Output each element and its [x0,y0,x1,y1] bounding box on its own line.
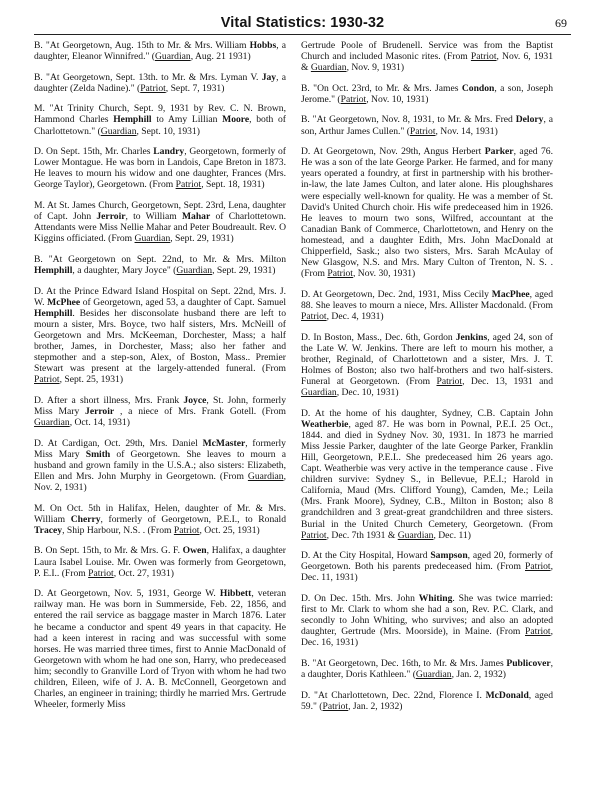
record-entry [34,438,286,493]
surname: Weatherbie [301,418,349,430]
entry-text: M. On Oct. 5th in Halifax, Helen, daughter of Mr. & Mrs. William [34,502,286,525]
surname: Hibbett [219,588,252,600]
record-entry [301,146,553,279]
entry-text: D. In Boston, Mass., Dec. 6th, Gordon [301,331,456,343]
entry-text: . She was twice married: first to Mr. Clark to whom she had a son, Rev. P.C. Clark, and secondly to John Whiting, who survives; and also an adopted daughter, Gertrude (Mrs. Moorside), in Maine. (From [301,593,553,638]
record-entry [34,395,286,428]
record-entry [301,40,553,73]
source-name: Patriot [525,561,551,573]
entry-text: , aged 76. He was a son of the late George Parker. He farmed, and for many years operated a foundry, at first in partnership with his brother-in-law, the late James Culton, and later alone. His ploughshares were especially well-known for quality. He was a member of St. David's United Church choir. His wife predeceased him in 1926. He leaves to mourn two sons, Wilfred, accountant at the Canadian Bank of Commerce, Charlottetown, and Henry on the homestead, and a daughter Edith, Mrs. John MacDonald at Chipperfield, Sask.; also two sisters, Mrs. Sarah McAulay of New Glasgow, N.S. and Mrs. Mary Culton of Trenton, N. S. . (From [301,146,553,280]
entry-text: D. After a short illness, Mrs. Frank [34,394,184,406]
source-name: Guardian [134,233,171,245]
source-name: Guardian [154,51,191,63]
entry-text: of Georgetown, aged 53, a daughter of Capt. Samuel [80,296,286,308]
record-entry [301,550,553,583]
record-entry [34,588,286,710]
entry-text: , Oct. 27, 1931) [113,567,174,579]
surname: Owen [182,545,207,557]
record-entry [34,146,286,190]
entry-text: D. At Cardigan, Oct. 29th, Mrs. Daniel [34,437,203,449]
entry-text: , formerly Miss Mary [34,437,286,460]
source-name: Patriot [88,567,114,579]
surname: Whiting [418,593,453,605]
entry-text: , veteran railway man. He was born in Summerside, Feb. 22, 1856, and entered the rail service as baggage master in March 1876. Later he became a conductor and spent 49 years in that capacity. He had a keen interest in racing and was successful with some horses. He was married three times, first to Annie MacDonald of Georgetown with whom he had one son, Harry, who predeceased him; secondly to Granville Lord of Tryon with whom he had two children, Eileen, wife of J. A. B. McConnell, Georgetown and Charles, an engineer in training; thirdly he married Mrs. Gertrude Wheeler, formerly Miss [34,588,286,711]
source-name: Patriot [301,529,327,541]
entry-text: , Nov. 30, 1931) [352,268,416,280]
entry-text: , aged 87. He was born in Pownal, P.E.I. 25 Oct., 1844. and died in Sydney Nov. 30, 1931. In 1873 he married Miss Jessie Parker, daughter of the late George Parker, Franklin Hill, Georgetown, P.E.I.. She predeceased him 26 years ago. Capt. Weatherbie was very active in the temperance cause . Five children survive: Sydney S., in Bellevue, P.E.I.; Harold in California, Maud (Mrs. Clifford Young), Camden, Me.; Leila (Mrs. Frank Moore), Sydney, C.B., Milton in Boston; also 8 grandchildren and 3 great-great grandchildren and three sisters. Burial in the United Church Cemetery, Georgetown. (From [301,418,553,530]
surname: Landry [153,146,185,158]
entry-text: B. "At Georgetown on Sept. 22nd, to Mr. & Mrs. Milton [34,253,286,265]
entry-text: , a daughter, Doris Kathleen." ( [301,658,553,681]
entry-text: , Dec. 11) [433,529,471,541]
entry-text: , Nov. 10, 1931) [366,93,429,105]
entry-text: , Dec. 7th 1931 & [326,529,398,541]
entry-text: , Dec. 16, 1931) [301,626,553,649]
right-column [301,40,553,721]
entry-text: Gertrude Poole of Brudenell. Service was from the Baptist Church and included Masonic rites. (From [301,40,553,63]
surname: Jay [261,71,277,83]
entry-text: . Besides her disconsolate husband there are left to mourn a sister, Mrs. Boyce, two half sisters, Mrs. McNeill of Georgetown and Mrs. McKeeman, Dorchester, Mass; a half brother, James, in Dorchester, Mass; also her father and stepmother and a step-son, Alex, of Boston, Mass.. Premier Stewart was present at the largely-attended funeral. (From [34,307,286,375]
surname: Hemphill [34,265,73,276]
entry-text: D. "At Charlottetown, Dec. 22nd, Florence I. [301,689,486,701]
surname: Hemphill [113,114,152,126]
source-name: Patriot [301,310,327,322]
record-entry [34,286,286,386]
entry-text: M. At St. James Church, Georgetown, Sept. 23rd, Lena, daughter of Capt. John [34,200,286,223]
surname: Publicover [506,658,551,669]
entry-text: B. "At Georgetown, Dec. 16th, to Mr. & Mrs. James [301,658,507,669]
entry-text: , aged 59." ( [301,689,553,712]
entry-text: , a daughter, Eleanor Winnifred." ( [34,40,286,63]
entry-text: , Georgetown, formerly of Lower Montague. He was born in Landois, Cape Breton in 1873. He leaves to mourn his widow and one daughter, Frances (Mrs. George Taylor), Georgetown. (From [34,146,286,191]
source-name: Guardian [100,125,137,137]
record-entry [34,545,286,578]
record-entry [34,103,286,136]
source-name: Guardian [397,529,434,541]
source-name: Patriot [140,82,166,94]
page-header [34,12,571,35]
entry-text: D. At the Prince Edward Island Hospital on Sept. 22nd, Mrs. J. W. [34,285,286,308]
entry-text: , both of Charlottetown." ( [34,114,286,137]
entry-text: , Halifax, a daughter Laura Isabel Louise. Mr. Owen was formerly from Georgetown, P. E.I.. (From [34,545,286,579]
entry-text: , a son, Joseph Jerome." ( [301,82,553,105]
record-entry [301,690,553,712]
entry-text: , aged 24, son of the Late W. W. Jenkins. There are left to mourn his mother, a brother, Reginald, of Charlottetown and a sister, Mrs. J. T. Holmes of Boston; also two half-brothers and two half-sisters. Funeral at Georgetown. (From [301,331,553,387]
surname: Hobbs [249,40,277,51]
entry-text: , Dec. 13, 1931 and [462,375,553,387]
entry-text: , Dec. 10, 1931) [336,387,399,399]
entry-text: , Sept. 18, 1931) [201,179,265,191]
entry-text: B. On Sept. 15th, to Mr. & Mrs. G. F. [34,545,183,557]
record-entry [34,40,286,62]
entry-text: D. At Georgetown, Nov. 5, 1931, George W. [34,588,220,600]
source-name: Patriot [470,51,497,63]
entry-text: , Dec. 4, 1931) [326,310,384,322]
entry-text: , Sept. 25, 1931) [59,374,124,386]
entry-text: , Sept. 7, 1931) [165,82,225,94]
record-entry [301,114,553,136]
surname: Mahar [181,211,211,223]
entry-text: B. "At Georgetown, Sept. 13th. to Mr. & Mrs. Lyman V. [34,71,262,83]
surname: Cherry [70,513,101,525]
entry-text: , aged 88. She leaves to mourn a niece, Mrs. Allister Macdonald. (From [301,288,553,311]
entry-text: D. At Georgetown, Nov. 29th, Angus Herbert [301,146,485,158]
entry-text: B. "On Oct. 23rd, to Mr. & Mrs. James [301,82,462,94]
page-number: 69 [555,16,567,30]
record-entry [301,408,553,541]
surname: MacPhee [491,288,530,300]
record-entry [301,593,553,648]
entry-text: D. At Georgetown, Dec. 2nd, 1931, Miss Cecily [301,288,492,300]
source-name: Guardian [301,387,337,399]
source-name: Guardian [247,471,284,482]
entry-text: , a son, Arthur James Cullen." ( [301,114,553,137]
entry-text: , Aug. 21 1931) [190,51,251,63]
entry-text: , Oct. 14, 1931) [69,417,130,429]
record-entry [301,289,553,322]
record-entry [301,332,553,399]
entry-text: , aged 20, formerly of Georgetown. Both his parents predeceased him. (From [301,550,553,573]
surname: Smith [85,448,111,460]
source-name: Patriot [409,125,436,137]
record-entry [34,254,286,276]
surname: McPhee [47,296,81,308]
surname: Parker [484,146,514,158]
surname: Tracey [34,524,63,536]
record-entry [34,200,286,244]
surname: Jerroir [96,211,126,223]
entry-text: , Jan. 2, 1932) [348,700,403,712]
entry-text: , a daughter (Zelda Nadine)." ( [34,71,286,94]
source-name: Patriot [34,374,60,386]
entry-text: , a daughter, Mary Joyce" ( [72,265,177,276]
entry-text: , Jan. 2, 1932) [451,669,506,681]
surname: Delory [515,114,544,126]
source-name: Patriot [175,179,202,191]
surname: McMaster [202,437,246,449]
surname: Moore [222,114,250,126]
source-name: Guardian [176,265,213,276]
entry-text: , formerly of Georgetown, P.E.I., to Ronald [100,513,286,525]
entry-text: B. "At Georgetown, Aug. 15th to Mr. & Mrs. William [34,40,250,51]
surname: Jerroir [85,406,115,418]
record-entry [34,72,286,94]
entry-text: , Nov. 9, 1931) [346,62,405,74]
surname: Sampson [430,550,468,562]
source-name: Patriot [340,93,367,105]
entry-text: D. At the City Hospital, Howard [301,550,431,562]
entry-text: , Sept. 10, 1931) [136,125,200,137]
entry-text: to Amy Lillian [151,114,223,126]
source-name: Guardian [310,62,347,74]
source-name: Guardian [34,417,70,429]
page-title: Vital Statistics: 1930-32 [220,15,385,31]
source-name: Patriot [327,268,353,280]
entry-text: , Ship Harbour, N.S. . (From [62,524,174,536]
surname: Jenkins [455,331,488,343]
record-entry [301,658,553,680]
entry-text: B. "At Georgetown, Nov. 8, 1931, to Mr. & Mrs. Fred [301,114,516,126]
entry-text: , Sept. 29, 1931) [170,233,234,245]
surname: Hemphill [34,307,73,319]
entry-text: , Oct. 25, 1931) [199,524,260,536]
source-name: Guardian [415,669,452,681]
surname: Condon [461,82,495,94]
entry-text: , Nov. 2, 1931) [34,471,286,494]
entry-text: of Georgetown. She leaves to mourn a husband and grown family in the U.S.A.; also sisters: Elizabeth, Ellen and Mrs. John Murphy in Georgetown. (From [34,448,286,482]
entry-text: of Charlottetown. Attendants were Miss Nellie Mahar and Peter Boudreault. Rev. O Kiggins officiated. (From [34,211,287,245]
entry-text: M. "At Trinity Church, Sept. 9, 1931 by Rev. C. N. Brown, Hammond Charles [34,103,286,126]
entry-text: , a niece of Mrs. Frank Gotell. (From [114,406,286,418]
entry-text: D. On Sept. 15th, Mr. Charles [34,146,154,158]
left-column [34,40,286,720]
entry-text: D. At the home of his daughter, Sydney, C.B. Captain John [301,407,553,419]
entry-text: , Dec. 11, 1931) [301,561,553,584]
entry-text: , to William [125,211,182,223]
source-name: Patriot [436,375,463,387]
record-entry [34,503,286,536]
record-entry [301,83,553,105]
source-name: Patriot [525,626,551,638]
entry-text: , Nov. 6, 1931 & [301,51,553,74]
source-name: Patriot [173,524,200,536]
surname: McDonald [485,689,529,701]
entry-text: , St. John, formerly Miss Mary [34,394,286,418]
entry-text: , Sept. 29, 1931) [212,265,276,276]
source-name: Patriot [322,700,349,712]
surname: Joyce [183,394,207,406]
entry-text: , Nov. 14, 1931) [435,125,498,137]
entry-text: D. On Dec. 15th. Mrs. John [301,593,419,605]
